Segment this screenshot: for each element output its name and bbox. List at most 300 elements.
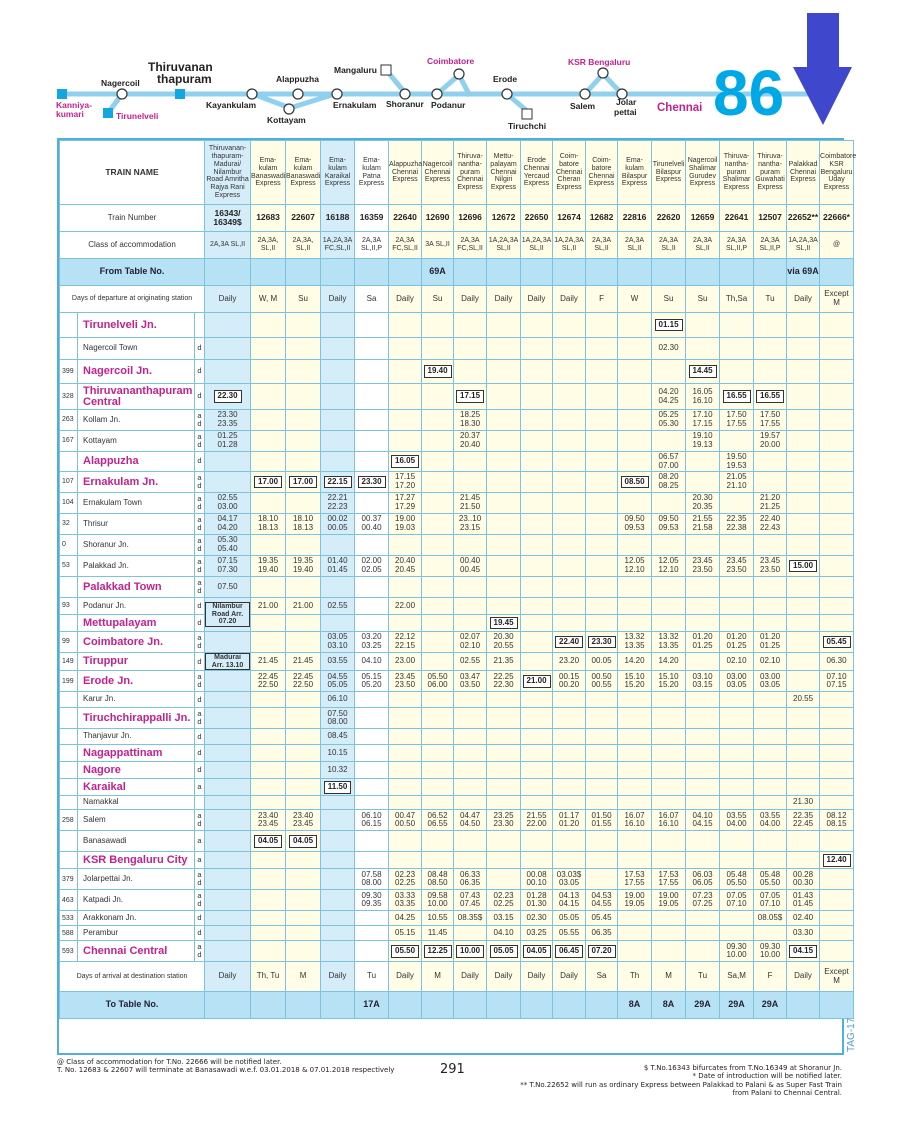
time-value: 15.10 15.20 [624, 671, 645, 690]
time-cell [521, 514, 553, 535]
time-cell [321, 535, 355, 556]
time-cell [787, 729, 820, 745]
time-value: 19.00 19.05 [658, 890, 679, 909]
timetable-grid [59, 140, 857, 1019]
time-cell [618, 653, 652, 671]
time-cell [521, 410, 553, 431]
time-value: 23.00 [395, 656, 416, 666]
time-cell [686, 708, 720, 729]
time-cell [618, 577, 652, 598]
time-cell [205, 831, 251, 852]
time-cell [355, 338, 389, 360]
time-cell [286, 926, 321, 941]
station-km [60, 452, 78, 472]
time-cell [487, 472, 521, 493]
time-cell [251, 615, 286, 632]
time-cell [521, 360, 553, 384]
time-cell [286, 431, 321, 452]
from-table-value [286, 259, 321, 286]
time-cell [205, 360, 251, 384]
time-cell [820, 338, 854, 360]
time-value: 04.53 04.55 [591, 890, 612, 909]
time-value: 05.15 [395, 927, 416, 937]
train-name: Nagercoil Chennai Express [422, 141, 454, 205]
train-name: Ema-kulam Bilaspur Express [618, 141, 652, 205]
label-kottayam: Kottayam [267, 115, 306, 125]
time-cell [521, 598, 553, 615]
time-value: 10.55 [427, 912, 448, 922]
time-cell [586, 535, 618, 556]
time-cell [720, 632, 754, 653]
train-number: 22640 [389, 205, 422, 232]
time-cell [686, 779, 720, 796]
time-cell [586, 729, 618, 745]
time-cell [355, 926, 389, 941]
time-cell [487, 852, 521, 869]
station-row [60, 313, 854, 338]
label-shoranur: Shoranur [386, 99, 424, 109]
train-number: 12690 [422, 205, 454, 232]
time-cell [389, 692, 422, 708]
time-cell [618, 708, 652, 729]
time-value: 22.35 22.38 [726, 514, 747, 532]
time-cell [205, 810, 251, 831]
train-name: Ema-kulam Banaswadi Express [286, 141, 321, 205]
time-cell [787, 452, 820, 472]
time-cell [820, 796, 854, 810]
time-cell [820, 708, 854, 729]
time-cell [251, 360, 286, 384]
to-table-value [586, 992, 618, 1019]
time-cell [686, 869, 720, 890]
time-cell [820, 514, 854, 535]
time-cell [754, 653, 787, 671]
time-cell [251, 514, 286, 535]
time-value: 21.55 22.00 [526, 810, 547, 829]
station-name: Ernakulam Jn. [78, 472, 195, 493]
time-cell [487, 708, 521, 729]
station-km [60, 831, 78, 852]
time-value: 03.15 [493, 912, 514, 922]
terminal-time: 05.05 [490, 945, 518, 957]
time-cell [720, 410, 754, 431]
time-cell [787, 360, 820, 384]
time-cell [652, 632, 686, 653]
time-cell [355, 941, 389, 962]
departure-days: Daily [487, 286, 521, 313]
station-row [60, 890, 854, 911]
time-cell [820, 431, 854, 452]
time-cell [422, 632, 454, 653]
time-cell [521, 762, 553, 779]
station-row [60, 911, 854, 926]
time-cell [754, 410, 787, 431]
station-km [60, 852, 78, 869]
terminal-time: 04.05 [254, 835, 282, 847]
from-table-value [820, 259, 854, 286]
time-cell [286, 577, 321, 598]
station-row [60, 632, 854, 653]
time-cell [521, 890, 553, 911]
time-cell [422, 911, 454, 926]
time-cell [787, 514, 820, 535]
time-cell [286, 762, 321, 779]
time-value: 08.20 08.25 [658, 472, 679, 490]
time-cell [454, 745, 487, 762]
time-cell [286, 493, 321, 514]
time-cell [686, 431, 720, 452]
arrival-days: Except M [820, 962, 854, 992]
arrival-days: Daily [321, 962, 355, 992]
time-cell [205, 779, 251, 796]
time-cell [205, 452, 251, 472]
label-chennai: Chennai [657, 102, 703, 114]
time-cell [754, 708, 787, 729]
time-cell [454, 810, 487, 831]
train-name: Coim-batore Chennai Express [586, 141, 618, 205]
time-value: 06.30 [826, 656, 847, 666]
time-cell [454, 431, 487, 452]
time-value: 18.25 18.30 [460, 410, 481, 428]
time-cell [286, 671, 321, 692]
time-cell [553, 452, 586, 472]
time-cell [787, 671, 820, 692]
time-value: 04.10 04.15 [692, 810, 713, 829]
time-cell [820, 384, 854, 410]
time-cell [521, 941, 553, 962]
time-cell [389, 514, 422, 535]
station-name: Tiruchchirappalli Jn. [78, 708, 195, 729]
station-name: Arakkonam Jn. [78, 911, 195, 926]
time-cell [389, 779, 422, 796]
terminal-time: 17.00 [289, 476, 317, 488]
station-name: Nagercoil Town [78, 338, 195, 360]
time-cell [754, 729, 787, 745]
arrival-days: Daily [521, 962, 553, 992]
train-name: Thiruva-nantha-puram Chennai Express [454, 141, 487, 205]
time-value: 17.27 17.29 [395, 493, 416, 511]
time-cell [422, 745, 454, 762]
time-value: 05.50 06.00 [427, 671, 448, 690]
time-cell [389, 729, 422, 745]
time-cell [720, 472, 754, 493]
time-value: 01.17 01.20 [559, 810, 580, 829]
time-cell [487, 410, 521, 431]
station-km [60, 577, 78, 598]
time-cell [652, 514, 686, 535]
time-cell [521, 632, 553, 653]
time-cell [286, 692, 321, 708]
arrival-departure-marker: a d [195, 708, 205, 729]
label-erode: Erode [493, 74, 518, 84]
time-cell [355, 869, 389, 890]
station-km: 32 [60, 514, 78, 535]
time-cell [686, 729, 720, 745]
time-cell [205, 384, 251, 410]
time-cell [787, 632, 820, 653]
to-table-header-text: To Table No. [105, 999, 159, 1010]
time-value: 00.50 00.55 [591, 671, 612, 690]
arrival-days: F [754, 962, 787, 992]
time-cell [251, 535, 286, 556]
time-cell [652, 313, 686, 338]
terminal-time: 22.15 [324, 476, 352, 488]
time-value: 08.05$ [757, 912, 783, 922]
arrival-days: Daily [454, 962, 487, 992]
time-value: 05.25 05.30 [658, 410, 679, 428]
time-value: 11.45 [427, 927, 448, 937]
from-table-value: 69A [422, 259, 454, 286]
time-cell [355, 810, 389, 831]
time-cell [652, 556, 686, 577]
time-cell [720, 926, 754, 941]
train-number: 12507 [754, 205, 787, 232]
train-number-header [60, 205, 205, 232]
station-row [60, 762, 854, 779]
station-km: 199 [60, 671, 78, 692]
terminal-time: 12.40 [823, 854, 851, 866]
station-name: Palakkad Town [78, 577, 195, 598]
time-cell [586, 831, 618, 852]
time-cell [820, 671, 854, 692]
time-value: 17.53 17.55 [658, 869, 679, 888]
time-cell [618, 431, 652, 452]
time-cell [652, 452, 686, 472]
time-cell [720, 796, 754, 810]
time-value: 02.00 02.05 [361, 556, 382, 574]
time-cell [754, 869, 787, 890]
time-cell [487, 384, 521, 410]
time-cell [321, 360, 355, 384]
time-cell [389, 338, 422, 360]
time-cell [720, 431, 754, 452]
time-cell [553, 535, 586, 556]
time-cell [321, 410, 355, 431]
time-cell [389, 472, 422, 493]
time-value: 05.45 [591, 912, 612, 922]
time-cell [754, 890, 787, 911]
arrival-departure-marker: a [195, 852, 205, 869]
time-cell [720, 810, 754, 831]
time-cell [820, 911, 854, 926]
time-cell [355, 831, 389, 852]
to-table-value [454, 992, 487, 1019]
time-value: 02.07 02.10 [460, 632, 481, 650]
train-number: 16359 [355, 205, 389, 232]
time-cell [205, 708, 251, 729]
train-name: Tirunelveli Bilaspur Express [652, 141, 686, 205]
time-value: 20.30 20.55 [493, 632, 514, 650]
time-value: 21.05 21.10 [726, 472, 747, 490]
route-map [0, 0, 900, 135]
station-km: 463 [60, 890, 78, 911]
time-value: 05.48 05.50 [726, 869, 747, 888]
terminal-time: 17.00 [254, 476, 282, 488]
station-km [60, 692, 78, 708]
station-name: Jolarpettai Jn. [78, 869, 195, 890]
station-km [60, 762, 78, 779]
time-value: 14.20 [658, 656, 679, 666]
time-cell [820, 692, 854, 708]
class-header [60, 232, 205, 259]
time-cell [422, 384, 454, 410]
time-cell [820, 810, 854, 831]
time-value: 02.10 [726, 656, 747, 666]
time-cell [251, 556, 286, 577]
terminal-marker-kanniyakumari [57, 89, 67, 99]
time-cell [321, 926, 355, 941]
train-name-header-text: TRAIN NAME [105, 166, 159, 177]
time-cell [787, 338, 820, 360]
time-cell [720, 577, 754, 598]
class-row [60, 232, 854, 259]
to-table-value [205, 992, 251, 1019]
time-cell [720, 729, 754, 745]
station-row [60, 692, 854, 708]
time-cell [787, 615, 820, 632]
station-km: 533 [60, 911, 78, 926]
time-cell [454, 493, 487, 514]
time-cell [652, 810, 686, 831]
time-value: 07.05 07.10 [726, 890, 747, 909]
time-cell [487, 577, 521, 598]
time-cell [686, 911, 720, 926]
time-value: 07.05 07.10 [760, 890, 781, 909]
time-value: 14.20 [624, 656, 645, 666]
time-cell [422, 556, 454, 577]
time-cell [422, 493, 454, 514]
time-value: 05.30 05.40 [217, 535, 238, 553]
station-name: Kollam Jn. [78, 410, 195, 431]
footnote-dollar: $ T.No.16343 bifurcates from T.No.16349 at Shoranur Jn. [643, 1064, 842, 1072]
to-table-value [286, 992, 321, 1019]
label-coimbatore: Coimbatore [427, 56, 475, 66]
class-of-accommodation: 2A,3A SL,II [586, 232, 618, 259]
terminal-time: 21.00 [523, 675, 551, 687]
station-row [60, 671, 854, 692]
time-value: 16.05 16.10 [692, 386, 713, 405]
time-cell [586, 338, 618, 360]
arrival-days: Daily [389, 962, 422, 992]
time-cell [553, 831, 586, 852]
time-cell [321, 632, 355, 653]
time-cell [820, 577, 854, 598]
time-cell [389, 869, 422, 890]
label-jolarpettai-2: pettai [614, 107, 637, 117]
time-cell [787, 796, 820, 810]
time-cell [652, 926, 686, 941]
time-cell [787, 708, 820, 729]
time-cell [787, 941, 820, 962]
arrival-departure-marker [195, 313, 205, 338]
time-cell [652, 852, 686, 869]
to-table-row [60, 992, 854, 1019]
time-value: 06.52 06.55 [427, 810, 448, 829]
time-value: 07.23 07.25 [692, 890, 713, 909]
time-value: 23.45 23.50 [760, 556, 781, 574]
departure-days: Daily [389, 286, 422, 313]
time-cell [321, 514, 355, 535]
time-value: 01.20 01.25 [760, 632, 781, 650]
departure-days: Su [686, 286, 720, 313]
time-cell [820, 615, 854, 632]
time-value: 03.25 [526, 927, 547, 937]
time-cell [820, 941, 854, 962]
time-cell [720, 598, 754, 615]
arrival-days: Th, Tu [251, 962, 286, 992]
time-cell [286, 535, 321, 556]
time-cell [321, 493, 355, 514]
time-cell [586, 708, 618, 729]
time-cell [487, 941, 521, 962]
time-value: 01.50 01.55 [591, 810, 612, 829]
arrival-departure-marker: d [195, 384, 205, 410]
time-cell [686, 410, 720, 431]
time-cell [389, 890, 422, 911]
station-row [60, 869, 854, 890]
class-of-accommodation: 2A,3A SL,II [686, 232, 720, 259]
from-table-value [321, 259, 355, 286]
station-row [60, 452, 854, 472]
time-cell [820, 745, 854, 762]
station-name: Thanjavur Jn. [78, 729, 195, 745]
time-value: 22.35 22.45 [793, 810, 814, 829]
departure-days: Daily [454, 286, 487, 313]
time-cell [686, 745, 720, 762]
from-table-value [355, 259, 389, 286]
time-cell [422, 762, 454, 779]
time-cell [389, 535, 422, 556]
time-cell [553, 556, 586, 577]
time-cell [422, 410, 454, 431]
from-table-value [487, 259, 521, 286]
time-value: 05.55 [559, 927, 580, 937]
time-cell [205, 313, 251, 338]
time-cell [686, 852, 720, 869]
time-cell [251, 384, 286, 410]
arrival-departure-marker: a d [195, 810, 205, 831]
time-cell [553, 313, 586, 338]
time-cell [521, 452, 553, 472]
station-row [60, 431, 854, 452]
time-value: 10.32 [327, 764, 348, 774]
train-number: 12674 [553, 205, 586, 232]
time-value: 22.40 22.43 [760, 514, 781, 532]
time-value: 03.00 03.05 [726, 671, 747, 690]
time-cell [286, 708, 321, 729]
time-value: 02.40 [793, 912, 814, 922]
arrival-departure-marker: d [195, 762, 205, 779]
time-cell [454, 729, 487, 745]
marker-mangaluru [381, 65, 391, 75]
time-value: 23.30 23.35 [217, 410, 238, 428]
time-cell [521, 493, 553, 514]
train-name: Mettu-palayam Chennai Nilgiri Express [487, 141, 521, 205]
terminal-time: 17.15 [456, 390, 484, 402]
terminal-marker-tirunelveli [103, 108, 113, 118]
terminal-time: 05.45 [823, 636, 851, 648]
to-table-value [389, 992, 422, 1019]
train-number: 22650 [521, 205, 553, 232]
time-cell [686, 671, 720, 692]
to-table-value [820, 992, 854, 1019]
time-cell [321, 452, 355, 472]
time-value: 17.50 17.55 [760, 410, 781, 428]
time-value: 05.05 [559, 912, 580, 922]
time-cell [754, 360, 787, 384]
train-name: Thiruvanan-thapuram-Madurai/ Nilambur Road Amritha Rajya Rani Express [205, 141, 251, 205]
time-cell [389, 831, 422, 852]
